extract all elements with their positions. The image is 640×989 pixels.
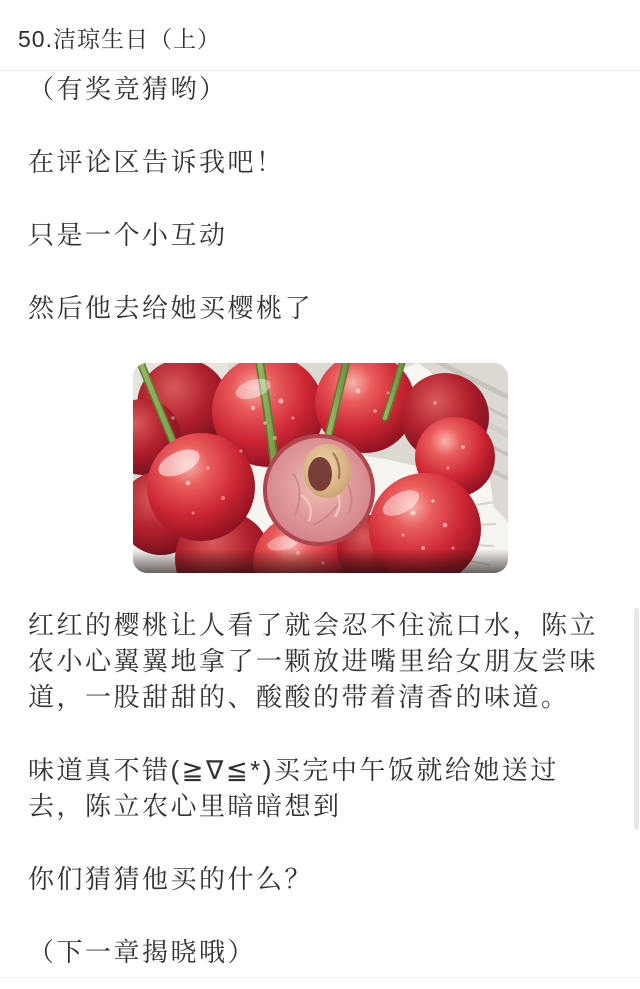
paragraph: （有奖竞猜哟） xyxy=(28,74,228,104)
cherries-photo xyxy=(133,363,508,573)
chapter-title: 50.洁琼生日（上） xyxy=(18,25,221,52)
photo-bottom-shadow xyxy=(133,549,508,573)
chapter-header xyxy=(0,0,640,71)
paragraph: 在评论区告诉我吧！ xyxy=(28,147,285,177)
cherries-illustration xyxy=(133,363,508,573)
paragraph: 只是一个小互动 xyxy=(28,220,228,250)
paragraph: 然后他去给她买樱桃了 xyxy=(28,293,314,323)
scrollbar-thumb[interactable] xyxy=(634,608,639,830)
paragraph: （下一章揭晓哦） xyxy=(28,937,257,967)
paragraph: 你们猜猜他买的什么？ xyxy=(28,864,314,894)
paragraph: 味道真不错(≧∇≦*)买完中午饭就给她送过去，陈立农心里暗暗想到 xyxy=(28,755,559,821)
bottom-divider xyxy=(0,977,640,978)
chapter-body xyxy=(0,71,640,970)
half-cherry xyxy=(263,434,375,546)
paragraph: 红红的樱桃让人看了就会忍不住流口水，陈立农小心翼翼地拿了一颗放进嘴里给女朋友尝味道，一股甜甜的、酸酸的带着清香的味道。 xyxy=(28,610,599,712)
